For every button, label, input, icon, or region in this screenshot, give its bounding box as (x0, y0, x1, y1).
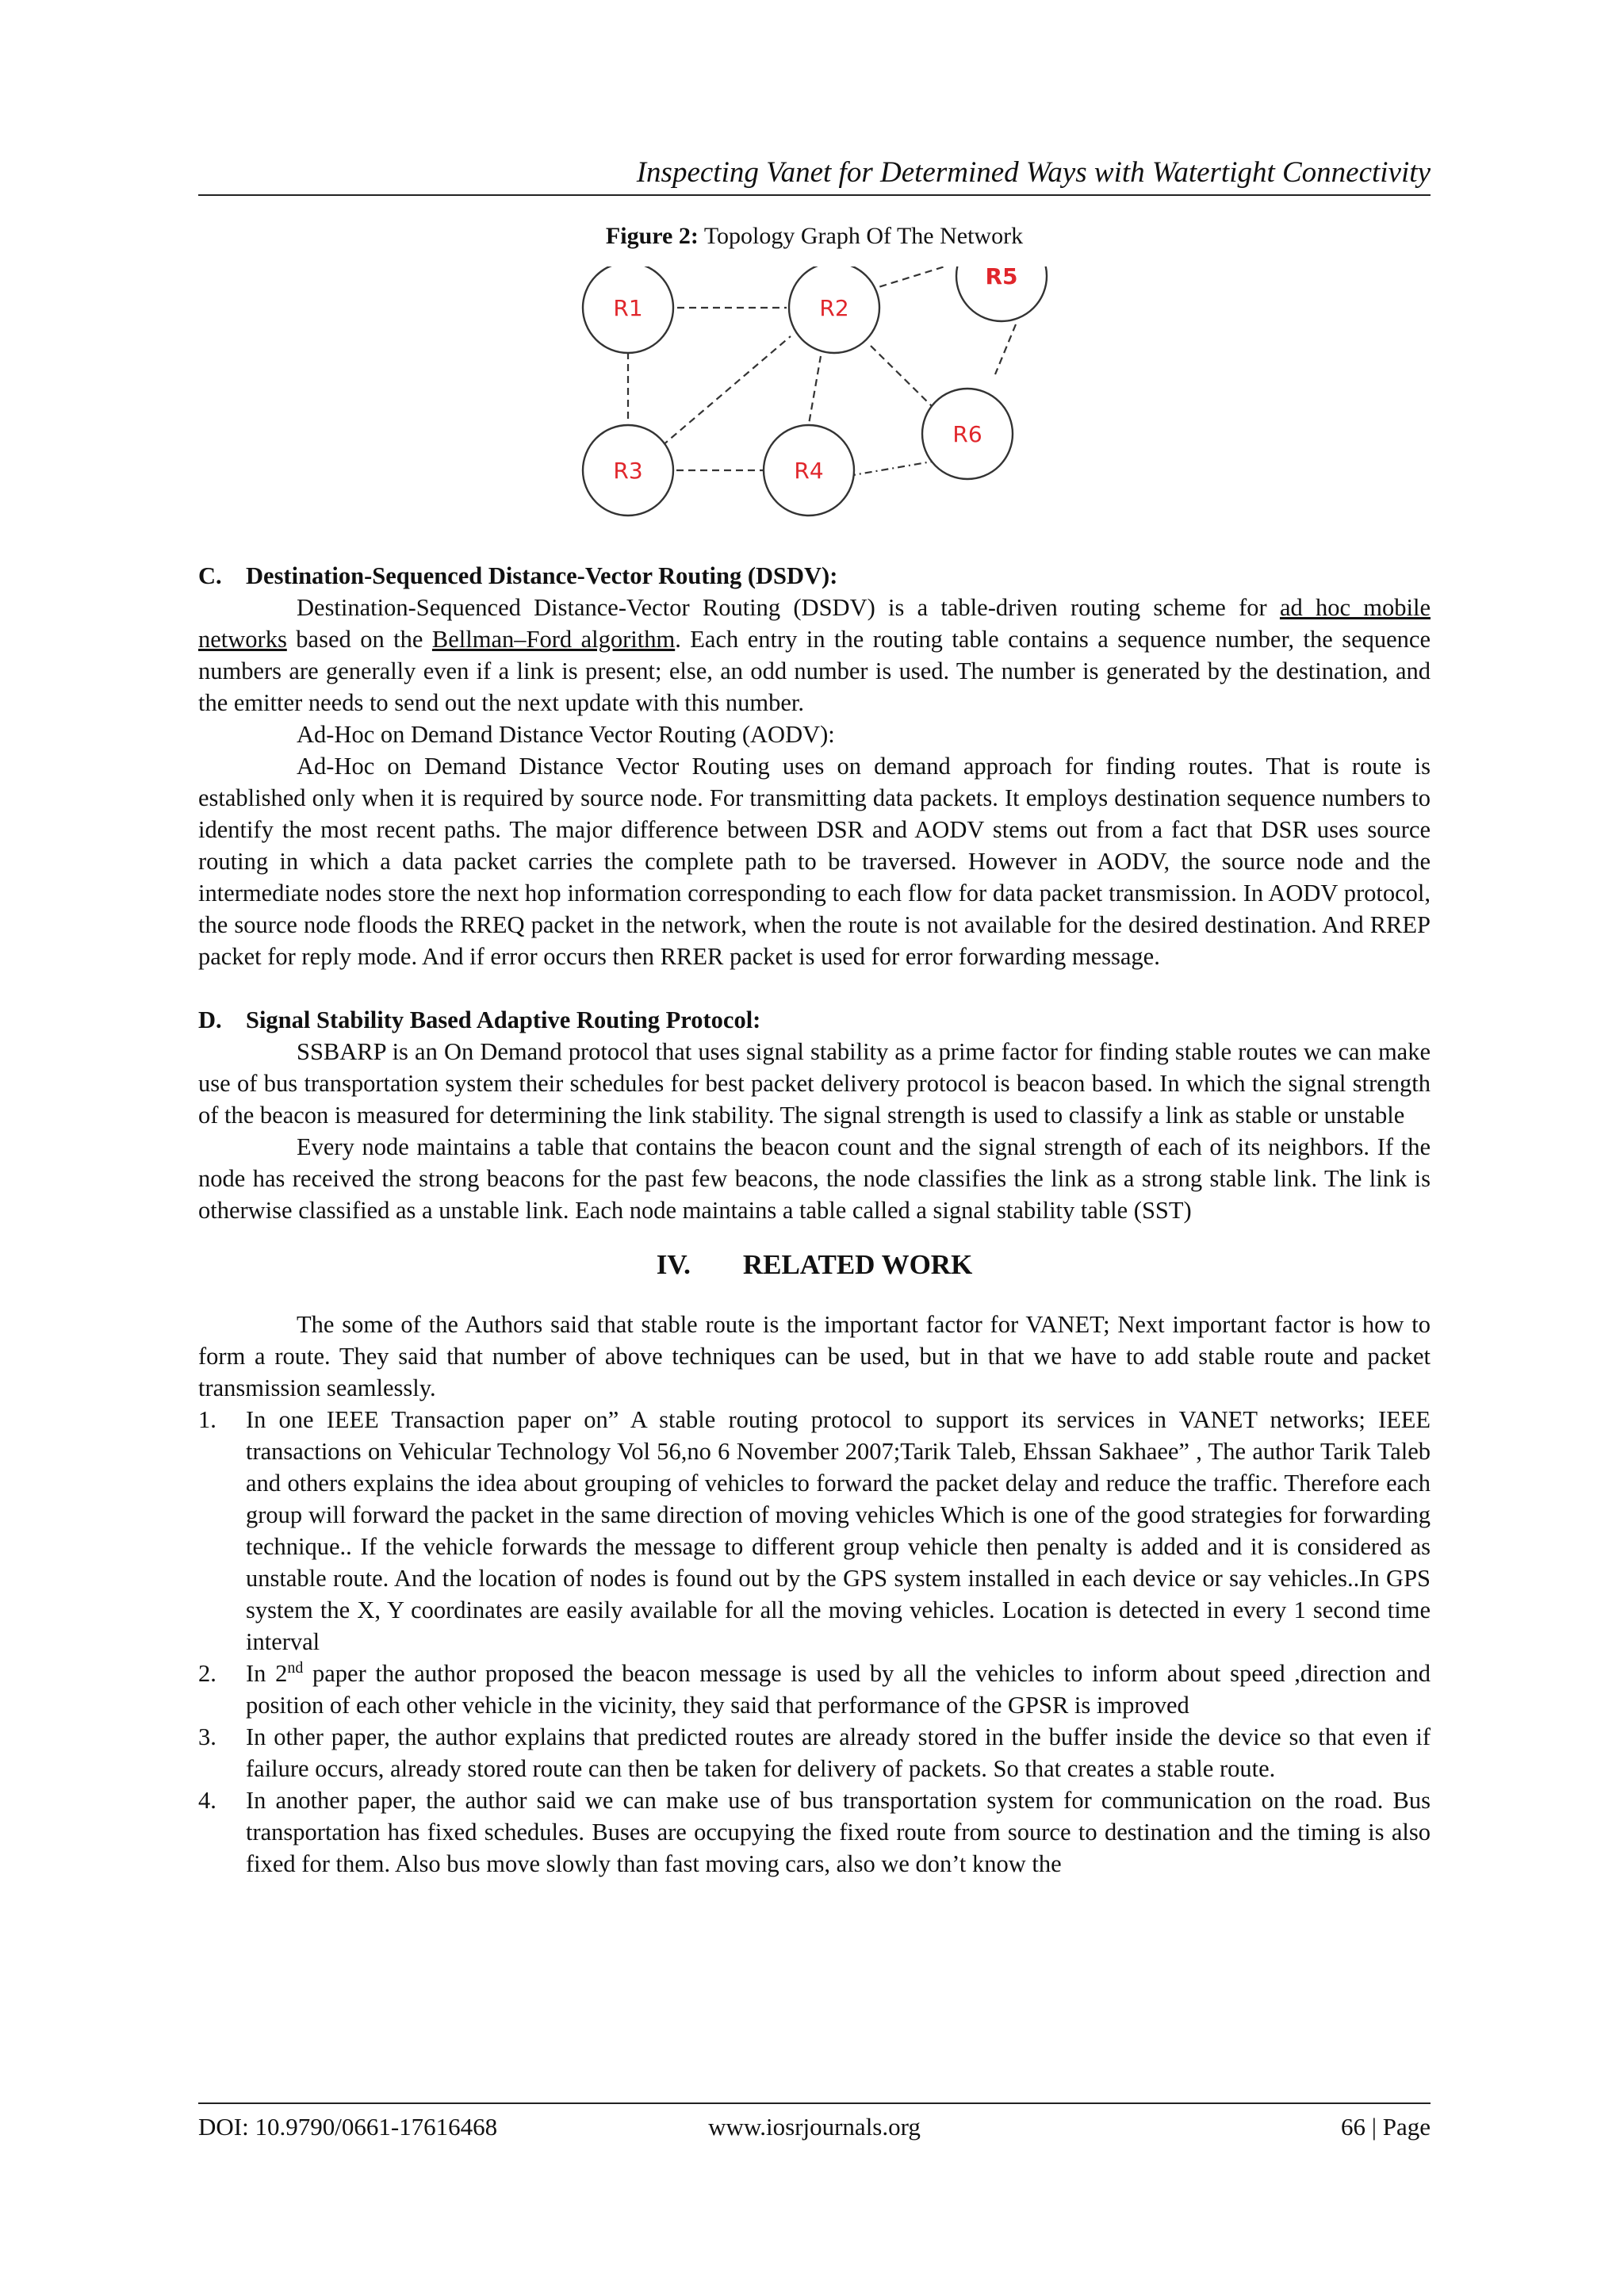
edge-r2-r5 (868, 266, 950, 290)
aodv-paragraph: Ad-Hoc on Demand Distance Vector Routing uses on demand approach for finding routes. That is route is established only when it is required by source node. For transmitting data packets. It employs destination sequence numbers to identify the most recent paths. The major difference between DSR and AODV stems out from a fact that DSR uses source routing in which a data packet carries the complete path to be traversed. However in AODV, the source node and the intermediate nodes store the next hop information corresponding to each flow for data packet transmission. In AODV protocol, the source node floods the RREQ packet in the network, when the route is not available for the desired destination. And RREP packet for reply mode. And if error occurs then RRER packet is used for error forwarding message. (198, 753, 1431, 970)
section-d-title: Signal Stability Based Adaptive Routing Protocol: (246, 1006, 761, 1033)
header-rule (198, 194, 1431, 196)
topology-graph-svg (571, 266, 1063, 528)
list-item (198, 1721, 1431, 1784)
list-item (198, 1404, 1431, 1658)
list-item-text-pre: In 2 (246, 1660, 288, 1687)
list-item-text: paper the author proposed the beacon message is used by all the vehicles to inform about speed ,direction and position of each other vehicle in the vicinity, they said that performance of the GPSR is improved (246, 1660, 1431, 1719)
edge-r4-r6 (848, 462, 932, 476)
aodv-heading: Ad-Hoc on Demand Distance Vector Routing (AODV): (297, 721, 835, 748)
list-item-number: 4. (198, 1787, 216, 1814)
dsdv-paragraph (198, 592, 1431, 719)
list-item-text: In another paper, the author said we can make use of bus transportation system for communication on the road. Bus transportation has fixed schedules. Buses are occupying the fixed route from source to destination and the timing is also fixed for them. Also bus move slowly than fast moving cars, also we don’t know the (246, 1787, 1431, 1877)
ssbarp-paragraph-1: SSBARP is an On Demand protocol that uses signal stability as a prime factor for finding stable routes we can make use of bus transportation system their schedules for best packet delivery protocol is beacon based. In which the signal strength of the beacon is measured for determining the link stability. The signal strength is used to classify a link as stable or unstable (198, 1038, 1431, 1129)
footer-website: www.iosrjournals.org (708, 2113, 921, 2141)
section-d-label: D. (198, 1006, 222, 1033)
list-item (198, 1658, 1431, 1721)
edge-r5-r6 (995, 324, 1016, 374)
footer-doi: DOI: 10.9790/0661-17616468 (198, 2113, 498, 2141)
section-iv-number: IV. (656, 1249, 691, 1280)
list-item-text: In other paper, the author explains that predicted routes are already stored in the buffer inside the device so that even if failure occurs, already stored route can then be taken for delivery of packets. So that creates a stable route. (246, 1723, 1431, 1782)
dsdv-text-a: Destination-Sequenced Distance-Vector Routing (DSDV) is a table-driven routing scheme for (297, 594, 1280, 621)
edge-r3-r2 (662, 336, 791, 446)
figure-caption-label: Figure 2: (605, 223, 699, 249)
ordinal-superscript: nd (287, 1658, 304, 1677)
figure-caption (198, 220, 1431, 252)
section-iv-title (198, 1247, 1431, 1283)
list-item-number: 1. (198, 1406, 216, 1433)
list-item (198, 1784, 1431, 1880)
list-item-number: 2. (198, 1660, 216, 1687)
section-c-heading (198, 560, 1431, 592)
list-item-number: 3. (198, 1723, 216, 1750)
footer-page-number: 66 | Page (1341, 2113, 1431, 2141)
node-label-r1: R1 (613, 295, 643, 321)
edge-r4-r2 (807, 356, 821, 433)
running-head: Inspecting Vanet for Determined Ways with Watertight Connectivity (636, 156, 1431, 189)
link-ad-hoc-mobile-networks[interactable]: ad hoc mobile networks (198, 594, 1431, 653)
node-label-r2: R2 (819, 295, 849, 321)
ssbarp-paragraph-2: Every node maintains a table that contains the beacon count and the signal strength of each of its neighbors. If the node has received the strong beacons for the past few beacons, the node classifies the link as a strong stable link. The link is otherwise classified as a unstable link. Each node maintains a table called a signal stability table (SST) (198, 1133, 1431, 1224)
node-label-r4: R4 (794, 458, 824, 484)
section-d-heading (198, 1004, 1431, 1036)
footer-rule (198, 2102, 1431, 2104)
node-label-r6: R6 (952, 421, 982, 447)
section-c-title: Destination-Sequenced Distance-Vector Routing (DSDV): (246, 562, 838, 589)
spacer (198, 972, 1431, 1004)
edge-r2-r6 (871, 346, 932, 406)
related-work-list (198, 1404, 1431, 1880)
topology-graph (571, 266, 1063, 528)
section-iv-text: RELATED WORK (742, 1249, 973, 1280)
section-c-label: C. (198, 562, 222, 589)
dsdv-text-b: based on the (286, 626, 432, 653)
node-label-r3: R3 (613, 458, 643, 484)
list-item-text: In one IEEE Transaction paper on” A stable routing protocol to support its services in VANET networks; IEEE transactions on Vehicular Technology Vol 56,no 6 November 2007;Tarik Taleb, Ehssan Sakhaee” , The author Tarik Taleb and others explains the idea about grouping of vehicles to forward the packet delay and reduce the traffic. Therefore each group will forward the packet in the same direction of moving vehicles Which is one of the good strategies for forwarding technique.. If the vehicle forwards the message to different group vehicle then penalty is added and it is considered as unstable route. And the location of nodes is found out by the GPS system installed in each device or say vehicles..In GPS system the X, Y coordinates are easily available for all the moving vehicles. Location is detected in every 1 second time interval (246, 1406, 1431, 1655)
related-intro: The some of the Authors said that stable route is the important factor for VANET; Next important factor is how to form a route. They said that number of above techniques can be used, but in that we have to add stable route and packet transmission seamlessly. (198, 1311, 1431, 1401)
body-text (198, 560, 1431, 1880)
link-bellman-ford[interactable]: Bellman–Ford algorithm (431, 626, 676, 653)
figure-caption-text: Topology Graph Of The Network (703, 223, 1024, 249)
node-label-r5: R5 (985, 266, 1018, 289)
dsdv-text-c: . Each entry in the routing table contains a sequence number, the sequence numbers are generally even if a link is present; else, an odd number is used. The number is generated by the destination, and the emitter needs to send out the next update with this number. (198, 626, 1431, 716)
